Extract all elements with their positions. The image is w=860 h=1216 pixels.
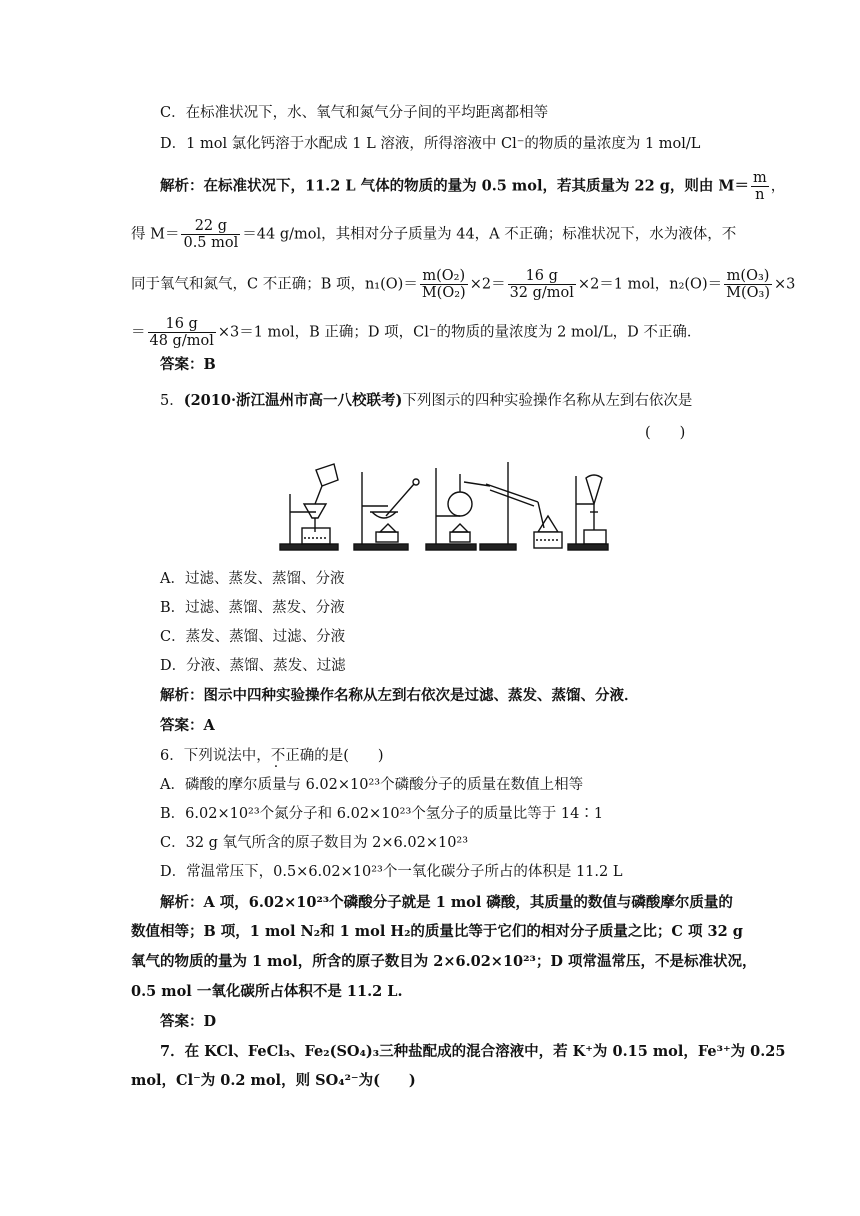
- fraction-mO2: $\frac{\text{m(O₂)}}{\text{M(O₂)}}$: [421, 268, 466, 301]
- q4-analysis-line2: 得 M＝ $\frac{22 g}{\text{0.5 mol}}$ ＝44 g/mol，其相对分子质量为 44，A 不正确；标准状况下，水为液体，不: [131, 218, 737, 251]
- q4-answer: 答案：B: [160, 356, 216, 373]
- q6-analysis-line2: 数值相等；B 项，1 mol N₂和 1 mol H₂的质量比等于它们的相对分子质量之比；C 项 32 g: [131, 923, 743, 940]
- q6-option-b: B．6.02×10²³个氮分子和 6.02×10²³个氢分子的质量比等于 14∶1: [160, 806, 604, 822]
- q6-option-a: A．磷酸的摩尔质量与 6.02×10²³个磷酸分子的质量在数值上相等: [160, 777, 584, 793]
- emphasis-dot: 不: [270, 748, 286, 764]
- q6-stem: 6．下列说法中，不正确的是( ): [160, 748, 384, 764]
- q5-source: (2010·浙江温州市高一八校联考): [183, 392, 403, 409]
- fraction-16g-32: $\frac{16 g}{\text{32 g/mol}}$: [509, 268, 574, 301]
- q6-analysis-line3: 氧气的物质的量为 1 mol，所含的原子数目为 2×6.02×10²³；D 项常温常压，不是标准状况，: [131, 953, 757, 970]
- q5-option-c: C．蒸发、蒸馏、过滤、分液: [160, 629, 346, 645]
- q6-analysis-line4: 0.5 mol 一氧化碳所占体积不是 11.2 L.: [131, 983, 403, 1000]
- q6-answer: 答案：D: [160, 1013, 217, 1030]
- q6-option-c: C．32 g 氧气所含的原子数目为 2×6.02×10²³: [160, 835, 469, 851]
- q5-option-a: A．过滤、蒸发、蒸馏、分液: [160, 571, 345, 587]
- q4-analysis-line3: 同于氧气和氮气，C 不正确；B 项，n₁(O)＝ $\frac{\text{m(O₂)}}{\text{M(O₂)}}$ ×2＝ $\frac{16 g}{\text{32 g/mol}}$ ×2＝1 mol，n₂(O)＝ $\frac{\text{m(O₃)}}{\text{M(O₃)}}$ ×3: [131, 268, 796, 301]
- q7-stem-line2: mol，Cl⁻为 0.2 mol，则 SO₄²⁻为( ): [131, 1072, 416, 1089]
- q5-analysis: 解析：图示中四种实验操作名称从左到右依次是过滤、蒸发、蒸馏、分液．: [160, 687, 639, 704]
- separatory-funnel-icon: [568, 475, 608, 550]
- q4-analysis-line4: ＝ $\frac{16 g}{\text{48 g/mol}}$ ×3＝1 mol，B 正确；D 项，Cl⁻的物质的量浓度为 2 mol/L，D 不正确．: [131, 316, 702, 349]
- q4-option-d: D．1 mol 氯化钙溶于水配成 1 L 溶液，所得溶液中 Cl⁻的物质的量浓度为 1 mol/L: [160, 136, 701, 152]
- evaporation-apparatus-icon: [354, 472, 419, 550]
- q4-option-c: C．在标准状况下，水、氧气和氮气分子间的平均距离都相等: [160, 105, 549, 121]
- q6-option-d: D．常温常压下，0.5×6.02×10²³个一氧化碳分子所占的体积是 11.2 L: [160, 864, 623, 880]
- fraction-mO3: $\frac{\text{m(O₃)}}{\text{M(O₃)}}$: [726, 268, 770, 301]
- distillation-apparatus-icon: [426, 462, 538, 550]
- fraction-22g: $\frac{22 g}{\text{0.5 mol}}$: [183, 218, 239, 251]
- filtration-apparatus-icon: [280, 464, 338, 550]
- q5-option-d: D．分液、蒸馏、蒸发、过滤: [160, 658, 346, 674]
- q6-analysis-line1: 解析：A 项，6.02×10²³个磷酸分子就是 1 mol 磷酸，其质量的数值与磷酸摩尔质量的: [160, 894, 733, 911]
- q4-analysis-line1: 解析：在标准状况下，11.2 L 气体的物质的量为 0.5 mol，若其质量为 22 g，则由 M＝ $\frac{m}{n}$ ，: [160, 170, 786, 203]
- q4-analysis-text: 解析：在标准状况下，11.2 L 气体的物质的量为 0.5 mol，若其质量为 22 g，则由 M＝: [160, 177, 749, 195]
- fraction-16g-48: $\frac{16 g}{\text{48 g/mol}}$: [149, 316, 214, 349]
- q5-stem: 5．(2010·浙江温州市高一八校联考)下列图示的四种实验操作名称从左到右依次是: [160, 392, 693, 409]
- q5-answer-paren: ( ): [645, 425, 686, 441]
- q5-answer: 答案：A: [160, 717, 215, 734]
- q7-stem-line1: 7．在 KCl、FeCl₃、Fe₂(SO₄)₃三种盐配成的混合溶液中，若 K⁺为 0.15 mol，Fe³⁺为 0.25: [160, 1043, 786, 1060]
- q5-option-b: B．过滤、蒸馏、蒸发、分液: [160, 600, 345, 616]
- lab-apparatus-figure: [276, 432, 610, 558]
- receiving-flask-icon: [534, 502, 562, 548]
- fraction-m-over-n: $\frac{m}{n}$: [752, 170, 767, 203]
